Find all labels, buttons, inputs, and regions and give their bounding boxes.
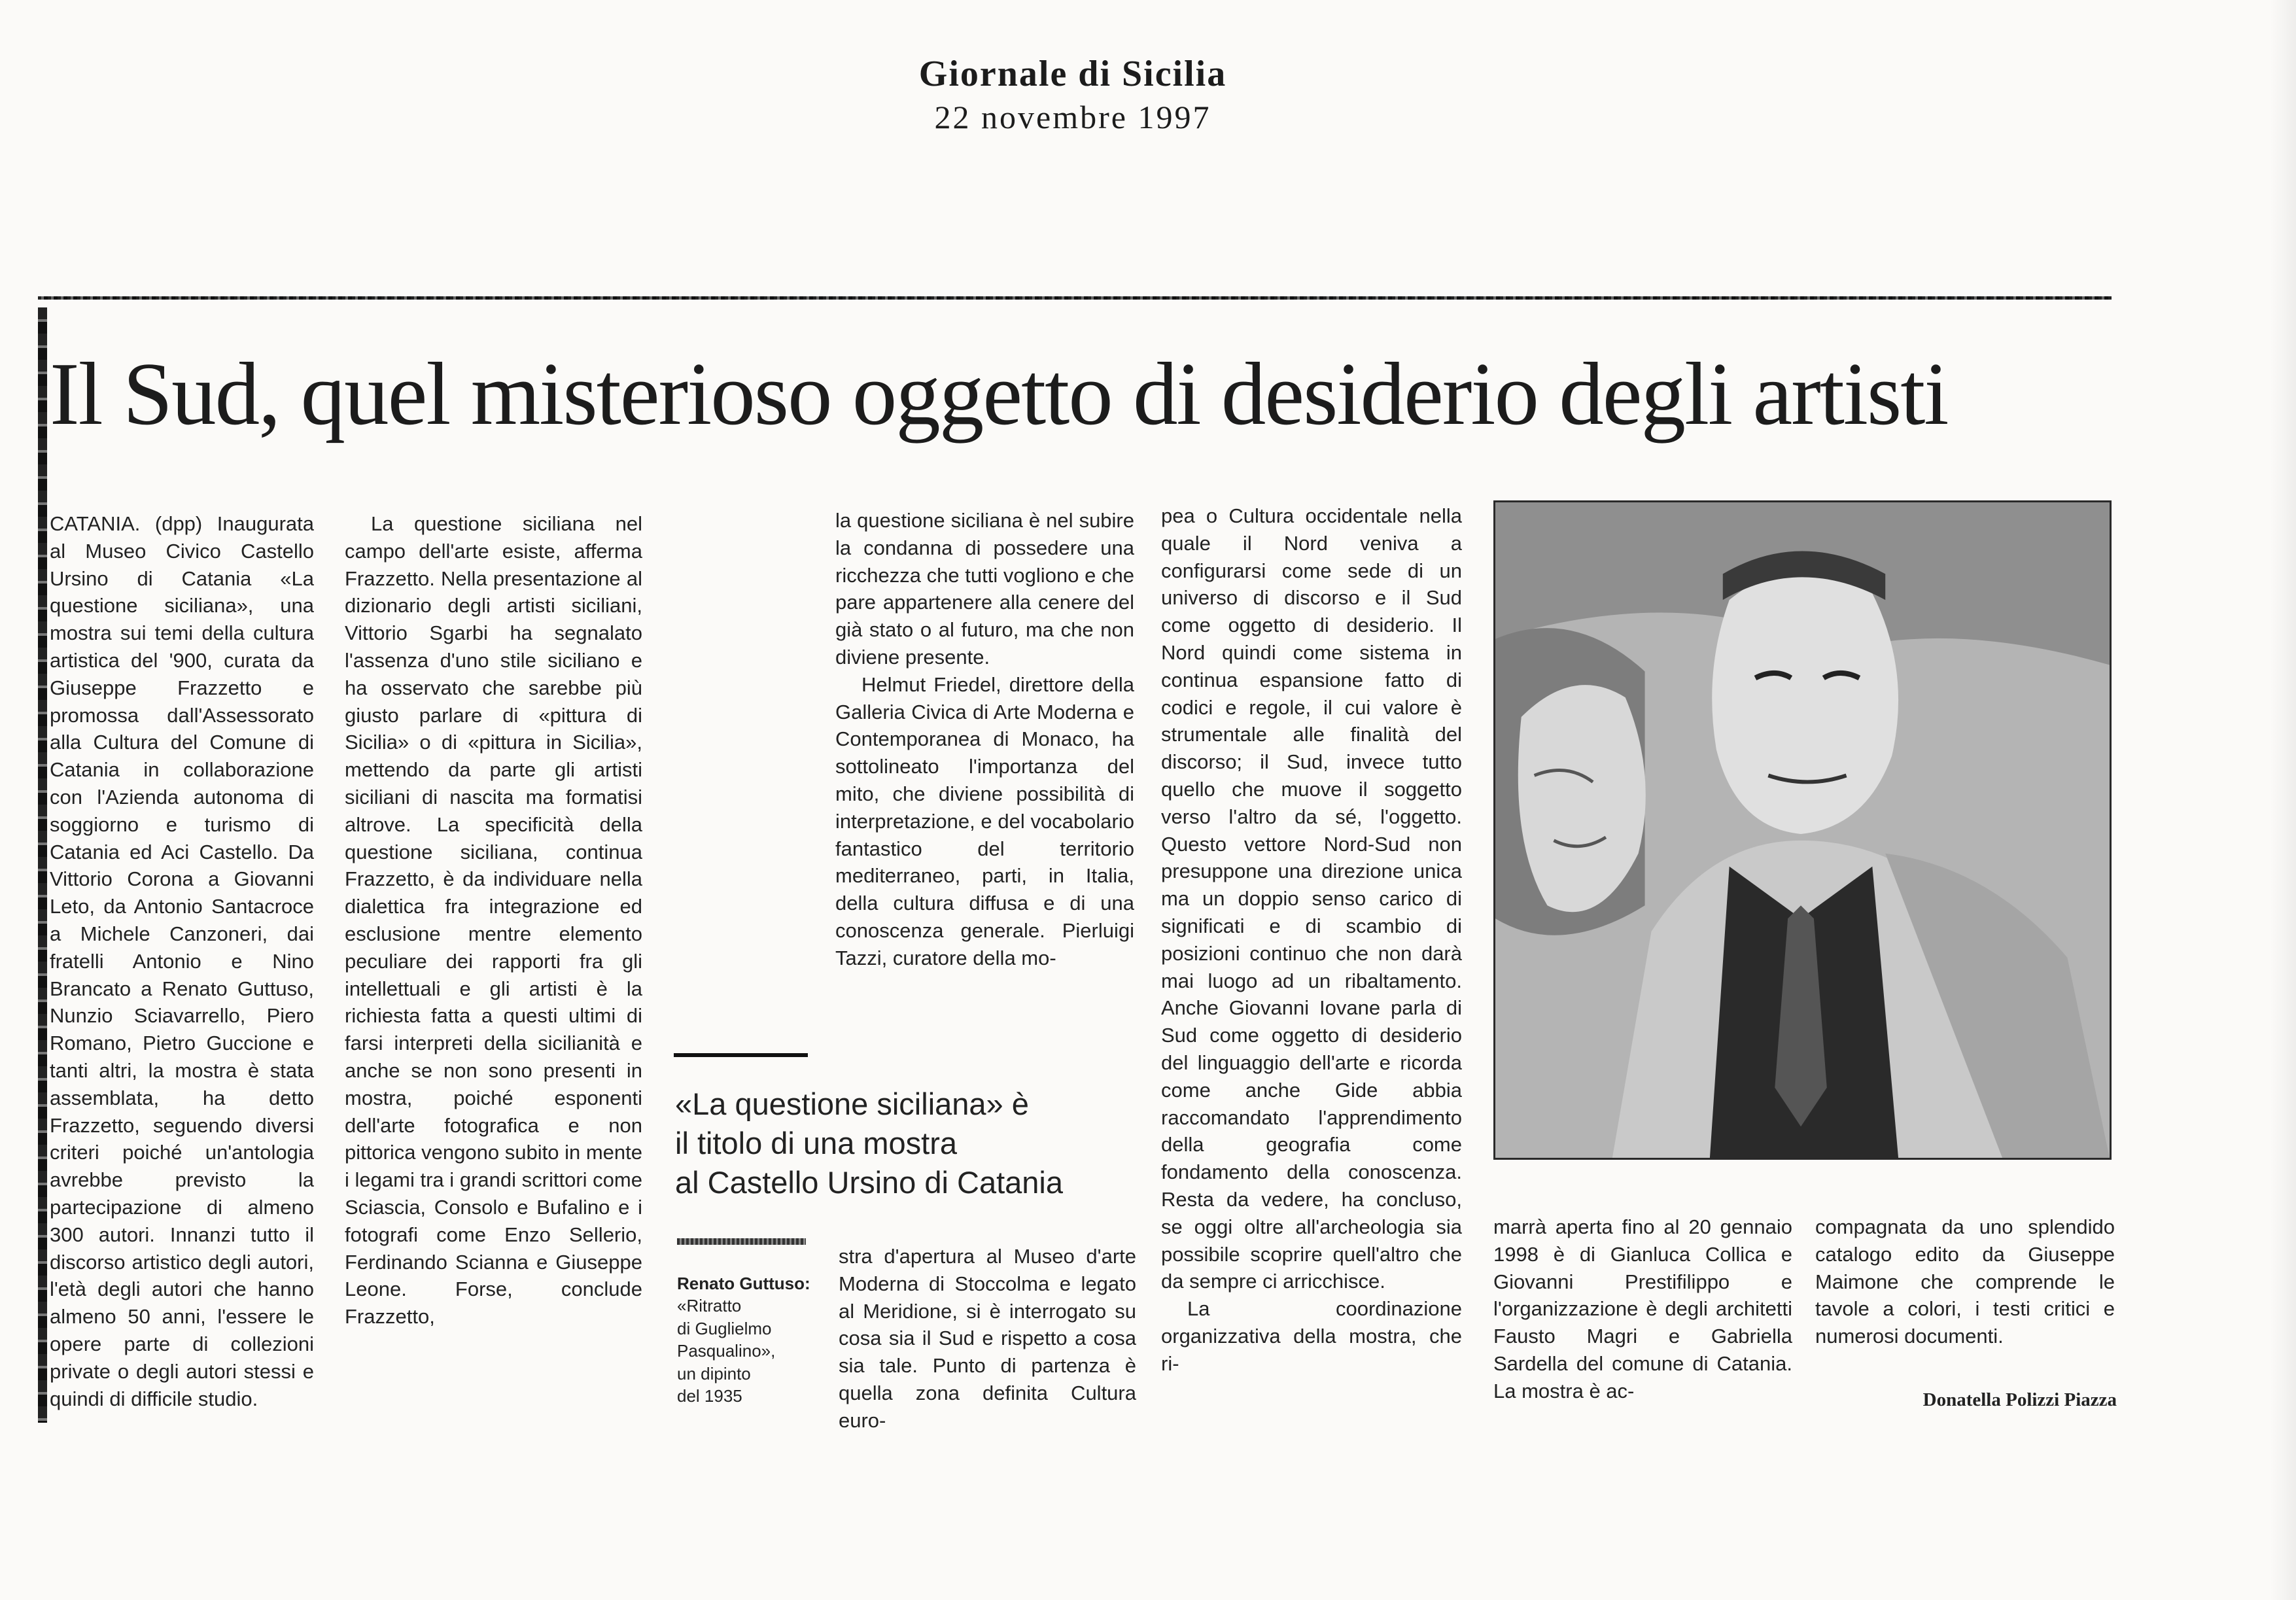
top-rule <box>38 296 2112 300</box>
photo-caption <box>677 1272 827 1407</box>
painting-photo <box>1493 500 2112 1160</box>
caption-line: un dipinto <box>677 1363 751 1383</box>
author-signature: Donatella Polizzi Piazza <box>1922 1389 2117 1410</box>
caption-artist: Renato Guttuso: <box>677 1274 810 1293</box>
caption-line: «Ritratto <box>677 1296 742 1316</box>
portrait-painting-image <box>1495 502 2110 1158</box>
caption-line: Pasqualino», <box>677 1341 776 1361</box>
pullquote <box>675 1085 1146 1202</box>
paragraph: La coordinazione organizzativa della mostra, che ri- <box>1161 1297 1462 1375</box>
newspaper-name: Giornale di Sicilia <box>918 54 1227 94</box>
article-column-3-bottom <box>839 1243 1136 1439</box>
scan-edge-shadow <box>2270 0 2296 1600</box>
paragraph: pea o Cultura occidentale nella quale il Nord veniva a configurarsi come sede di un universo di discorso e il Sud come oggetto di desiderio. Il Nord quindi come sistema in continua espansione fatto di codici e regole, il cui valore è strumentale alle finalità del discorso; il Sud, invece tutto quello che muove il soggetto verso l'altro da sé, l'oggetto. Questo vettore Nord-Sud non presuppone una direzione unica ma un doppio senso carico di significati e di scambio di posizioni continuo che non darà mai luogo ad un ribaltamento. Anche Giovanni Iovane parla di Sud come oggetto di desiderio del linguaggio dell'arte e ricorda come anche Gide abbia raccomandato l'apprendimento della geografia come fondamento della conoscenza. Resta da vedere, ha concluso, se oggi oltre all'archeologia sia possibile scoprire quell'altro che da sempre ci arricchisce. <box>1161 504 1462 1293</box>
article-column-5 <box>1493 1213 1792 1436</box>
pullquote-line: «La questione siciliana» è <box>675 1087 1029 1121</box>
paragraph: Helmut Friedel, direttore della Galleria Civica di Arte Moderna e Contemporanea di Monaco, ha sottolineato l'importanza del mito, che diviene possibilità di interpretazione, e del vocabolario fantastico del territorio mediterraneo, parti, in Italia, della cultura diffusa e di una conoscenza generale. Pierluigi Tazzi, curatore della mo- <box>835 672 1134 969</box>
pullquote-line: al Castello Ursino di Catania <box>675 1165 1064 1200</box>
publication-date: 22 novembre 1997 <box>934 99 1211 135</box>
caption-line: di Guglielmo <box>677 1318 772 1338</box>
article-column-6 <box>1815 1213 2115 1383</box>
paragraph: La questione siciliana nel campo dell'arte esiste, afferma Frazzetto. Nella presentazione al dizionario degli artisti siciliani, Vittorio Sgarbi ha segnalato l'assenza d'uno stile siciliano e ha osservato che sarebbe più giusto parlare di «pittura di Sicilia» o di «pittura in Sicilia», mettendo da parte gli artisti siciliani di nascita ma formatisi altrove. La specificità della questione siciliana, continua Frazzetto, è da individuare nella dialettica fra integrazione ed esclusione mentre elemento peculiare dei rapporti fra gli intellettuali e gli artisti è la richiesta fatta a questi ultimi di farsi interpreti della sicilianità e anche se non sono presenti in mostra, poiché esponenti dell'arte fotografica e non pittorica vengono subito in mente i legami tra i grandi scrittori come Sciascia, Consolo e Bufalino e i fotografi come Enzo Sellerio, Ferdinando Scianna e Giuseppe Leone. Forse, conclude Frazzetto, <box>345 512 642 1329</box>
article-column-1 <box>50 510 314 1446</box>
paragraph: marrà aperta fino al 20 gennaio 1998 è di Gianluca Collica e Giovanni Prestifilippo e l'organizzazione è degli architetti Fausto Magri e Gabriella Sardella del comune di Catania. La mostra è ac- <box>1493 1215 1792 1402</box>
masthead <box>693 51 1452 137</box>
paragraph: la questione siciliana è nel subire la condanna di possedere una ricchezza che tutti vogliono e che pare appartenere alla cenere del già stato o al futuro, ma che non diviene presente. <box>835 509 1134 669</box>
left-margin-bar <box>38 307 47 1423</box>
article-column-4 <box>1161 502 1462 1438</box>
paragraph: compagnata da uno splendido catalogo edito da Giuseppe Maimone che comprende le tavole a colori, i testi critici e numerosi documenti. <box>1815 1215 2115 1348</box>
article-headline: Il Sud, quel misterioso oggetto di desiderio degli artisti <box>50 344 1948 443</box>
article-column-2 <box>345 510 642 1446</box>
paragraph: CATANIA. (dpp) Inaugurata al Museo Civico Castello Ursino di Catania «La questione siciliana», una mostra sui temi della cultura artistica del '900, curata da Giuseppe Frazzetto e promossa dall'Assessorato alla Cultura del Comune di Catania in collaborazione con l'Azienda autonoma di soggiorno e turismo di Catania ed Aci Castello. Da Vittorio Corona a Giovanni Leto, da Antonio Santacroce a Michele Canzoneri, dai fratelli Antonio e Nino Brancato a Renato Guttuso, Nunzio Sciavarrello, Piero Romano, Pietro Guccione e tanti altri, la mostra è stata assemblata, ha detto Frazzetto, seguendo diversi criteri poiché un'antologia avrebbe previsto la partecipazione di almeno 300 autori. Innanzi tutto il discorso artistico degli autori, l'età degli autori che hanno almeno 50 anni, l'essere le opere parte di collezioni private o degli autori stessi e quindi di difficile studio. <box>50 512 314 1410</box>
caption-rule <box>677 1238 806 1245</box>
paragraph: stra d'apertura al Museo d'arte Moderna di Stoccolma e legato al Meridione, si è interrogato su cosa sia il Sud e rispetto a cosa sia tale. Punto di partenza è quella zona definita Cultura euro- <box>839 1245 1136 1432</box>
caption-line: del 1935 <box>677 1386 742 1406</box>
pullquote-rule <box>674 1053 808 1057</box>
article-column-3-top <box>835 507 1134 1070</box>
pullquote-line: il titolo di una mostra <box>675 1126 958 1160</box>
